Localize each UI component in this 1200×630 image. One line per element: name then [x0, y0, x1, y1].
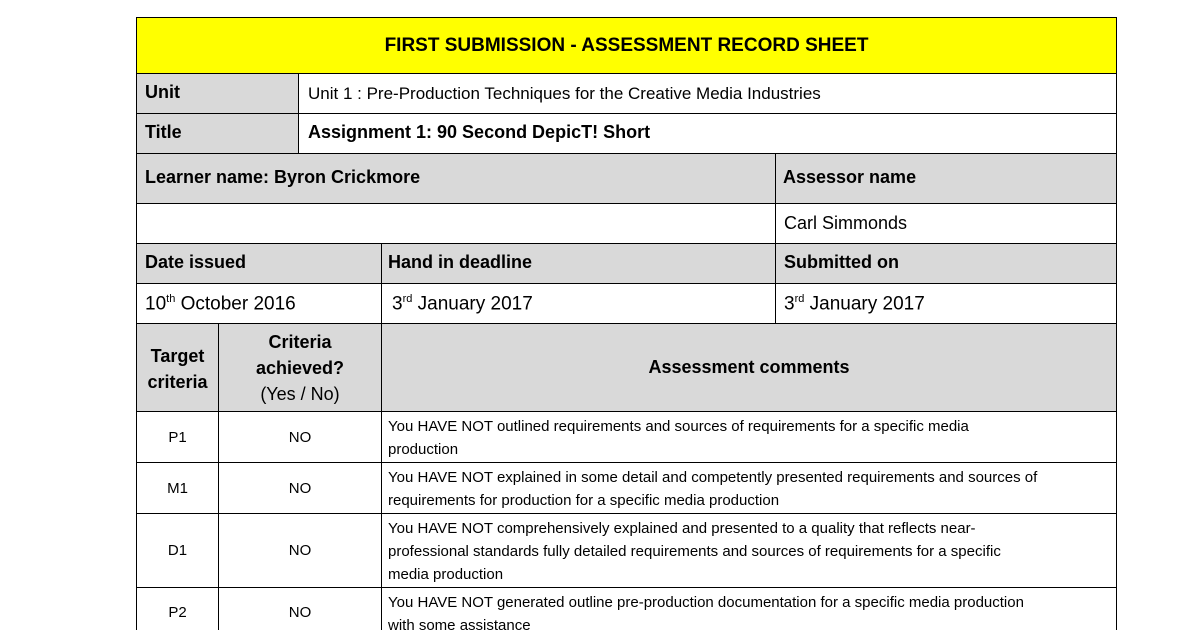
table-row-achieved-cell — [218, 587, 382, 630]
table-row-criteria-cell — [136, 411, 219, 463]
comments-header: Assessment comments — [648, 357, 850, 377]
target-header-line1: Target — [150, 346, 205, 366]
table-row-comment-cell — [381, 411, 1117, 463]
date-issued-value-cell — [136, 283, 382, 324]
date-issued-label-cell — [136, 243, 382, 284]
unit-value-cell — [298, 73, 1117, 114]
assessor-name-label-cell — [775, 153, 1117, 204]
criteria-achieved-header — [218, 323, 382, 412]
sheet-title-bar — [136, 17, 1117, 74]
learner-name-label: Learner name: Byron Crickmore — [145, 167, 421, 187]
row-criteria: P1 — [168, 429, 187, 446]
table-row-achieved-cell — [218, 462, 382, 514]
row-comment: You HAVE NOT comprehensively explained and presented to a quality that reflects near- professional standards fully detailed requirements and sources of requirements for a specific media production — [388, 520, 1001, 583]
title-value-cell — [298, 113, 1117, 154]
assessor-value-cell — [775, 203, 1117, 244]
row-comment: You HAVE NOT outlined requirements and sources of requirements for a specific media production — [388, 418, 969, 458]
title-label-cell — [136, 113, 299, 154]
row-achieved: NO — [288, 542, 312, 559]
submitted-label: Submitted on — [784, 252, 899, 272]
date-issued-label: Date issued — [145, 252, 247, 272]
unit-label-cell — [136, 73, 299, 114]
submitted-label-cell — [775, 243, 1117, 284]
assessor-name-label: Assessor name — [783, 167, 917, 187]
achieved-header-line1: Criteria — [268, 332, 332, 352]
target-criteria-header — [136, 323, 219, 412]
deadline-value-cell — [381, 283, 776, 324]
assessor-name-value: Carl Simmonds — [784, 213, 908, 233]
sheet-title: FIRST SUBMISSION - ASSESSMENT RECORD SHEET — [384, 34, 869, 56]
unit-label: Unit — [145, 82, 180, 102]
row-achieved: NO — [288, 429, 312, 446]
title-value: Assignment 1: 90 Second DepicT! Short — [308, 122, 651, 142]
assessment-comments-header — [381, 323, 1117, 412]
row-achieved: NO — [288, 604, 312, 621]
table-row-criteria-cell — [136, 587, 219, 630]
submitted-value-cell — [775, 283, 1117, 324]
learner-name-cell — [136, 153, 776, 204]
achieved-header-line2: achieved? — [255, 358, 345, 378]
table-row-criteria-cell — [136, 462, 219, 514]
row-comment: You HAVE NOT explained in some detail and competently presented requirements and sources of requirements for production for a specific media production — [388, 469, 1038, 509]
achieved-header-line3: (Yes / No) — [260, 384, 340, 404]
table-row-comment-cell — [381, 587, 1117, 630]
row-criteria: P2 — [168, 604, 187, 621]
table-row-achieved-cell — [218, 411, 382, 463]
row-criteria: M1 — [167, 480, 188, 497]
submitted-value: 3rd January 2017 — [784, 293, 925, 315]
deadline-label: Hand in deadline — [388, 252, 533, 272]
row-comment: You HAVE NOT generated outline pre-production documentation for a specific media production with some assistance — [388, 594, 1024, 630]
row-achieved: NO — [288, 480, 312, 497]
deadline-label-cell — [381, 243, 776, 284]
table-row-achieved-cell — [218, 513, 382, 588]
target-header-line2: criteria — [147, 372, 208, 392]
date-issued-value: 10th October 2016 — [145, 293, 296, 315]
table-row-criteria-cell — [136, 513, 219, 588]
table-row-comment-cell — [381, 462, 1117, 514]
unit-value: Unit 1 : Pre-Production Techniques for the Creative Media Industries — [308, 84, 821, 103]
row-criteria: D1 — [167, 542, 188, 559]
table-row-comment-cell — [381, 513, 1117, 588]
learner-value-cell — [136, 203, 776, 244]
title-label: Title — [145, 122, 182, 142]
deadline-value: 3rd January 2017 — [392, 293, 533, 315]
